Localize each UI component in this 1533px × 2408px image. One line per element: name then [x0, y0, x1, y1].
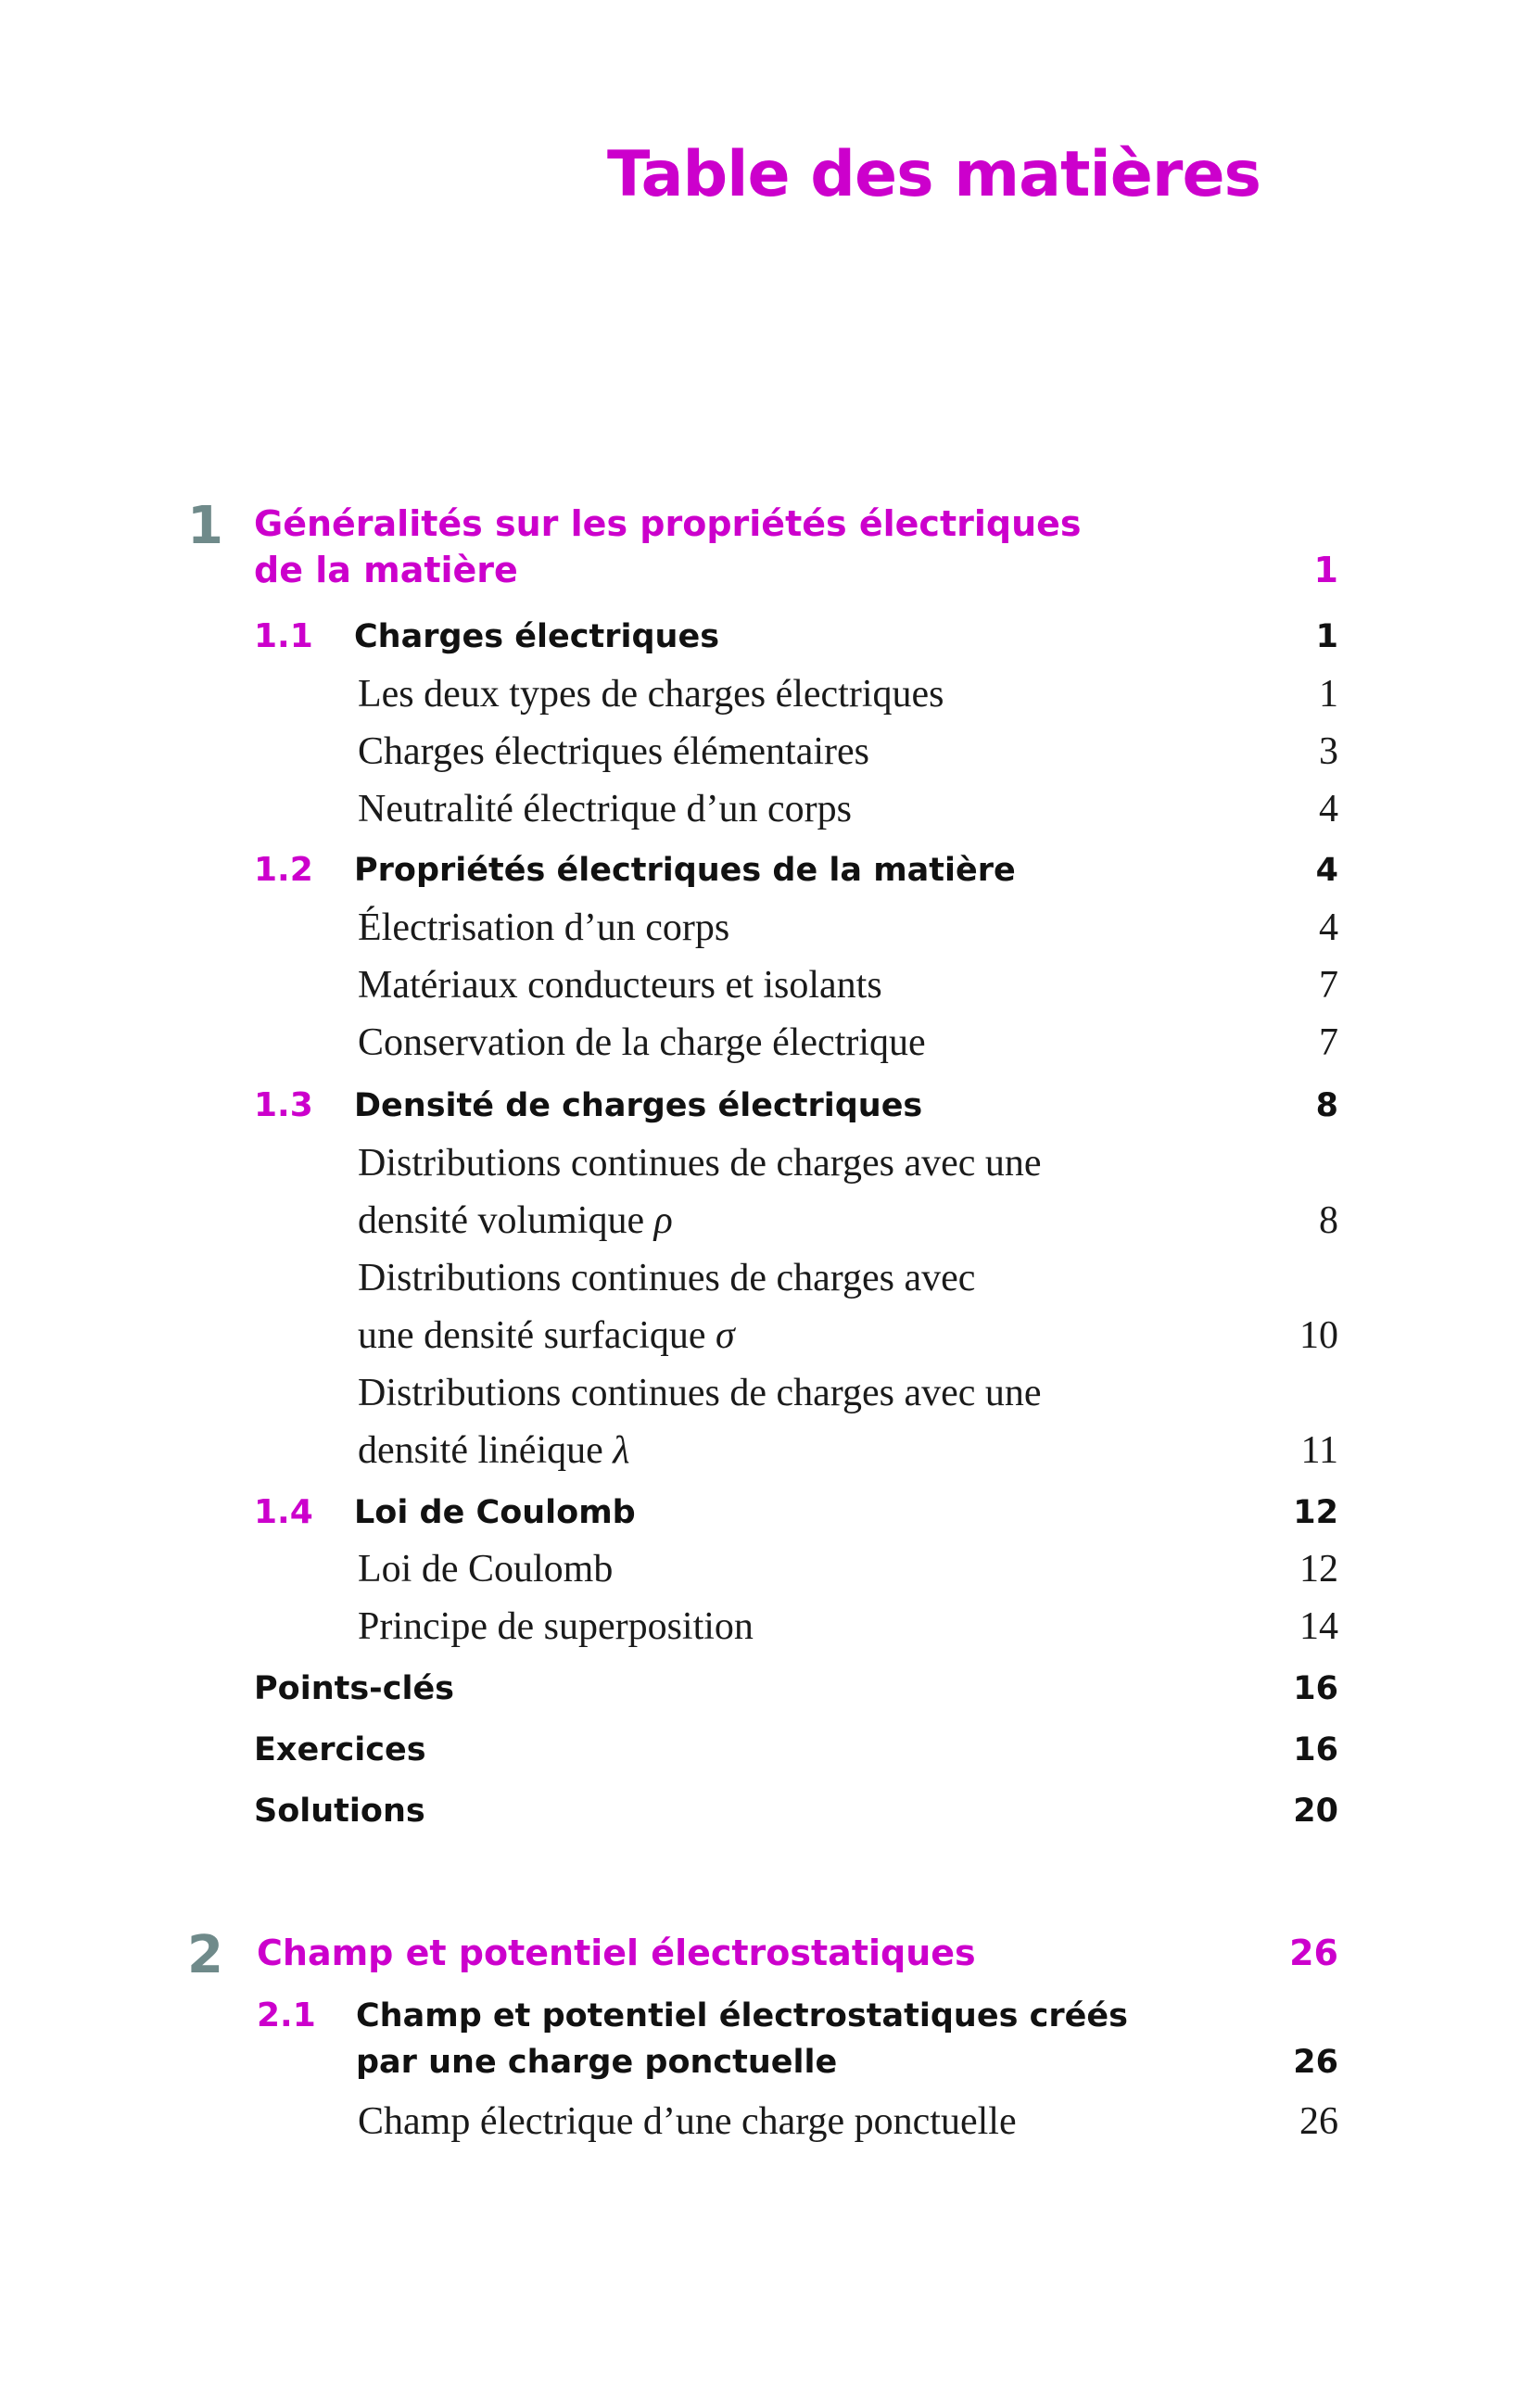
subsection-page-number: 8: [1319, 1199, 1338, 1242]
chapter-number: 2: [187, 1925, 223, 1985]
subsection-title-line-1: Distributions continues de charges avec une: [358, 1372, 1042, 1414]
section-page-number: 12: [1293, 1494, 1338, 1531]
section-page-number: 4: [1315, 852, 1338, 889]
subsection-title: Électrisation d’un corps: [358, 906, 730, 949]
chapter-title-line-1: Généralités sur les propriétés électriques: [254, 503, 1082, 544]
section-number: 1.4: [254, 1493, 313, 1531]
subsection-title: Matériaux conducteurs et isolants: [358, 964, 882, 1007]
entry-title: Exercices: [254, 1731, 426, 1768]
entry-title: Solutions: [254, 1793, 425, 1830]
subsection-title: Neutralité électrique d’un corps: [358, 788, 852, 830]
subsection-text: une densité surfacique: [358, 1314, 716, 1357]
subsection-title-line-1: Distributions continues de charges avec une: [358, 1142, 1042, 1185]
section-title: Loi de Coulomb: [354, 1494, 636, 1531]
entry-title: Points-clés: [254, 1670, 455, 1707]
subsection-page-number: 10: [1299, 1314, 1338, 1357]
subsection-title: Charges électriques élémentaires: [358, 730, 869, 773]
subsection-page-number: 4: [1319, 788, 1338, 830]
chapter-page-number: 1: [1313, 550, 1338, 590]
subsection-title: Les deux types de charges électriques: [358, 673, 944, 716]
subsection-text: densité volumique: [358, 1199, 654, 1242]
subsection-page-number: 12: [1299, 1548, 1338, 1591]
section-page-number: 26: [1293, 2044, 1338, 2081]
section-title: Densité de charges électriques: [354, 1087, 923, 1124]
subsection-page-number: 1: [1319, 673, 1338, 716]
subsection-title-line-1: Distributions continues de charges avec: [358, 1257, 976, 1299]
subsection-page-number: 14: [1299, 1605, 1338, 1648]
subsection-page-number: 3: [1319, 730, 1338, 773]
subsection-title-line-2: [358, 1192, 1192, 1249]
section-number: 2.1: [257, 1996, 316, 2034]
subsection-title: Principe de superposition: [358, 1605, 754, 1648]
subsection-title: Conservation de la charge électrique: [358, 1021, 926, 1064]
chapter-title: Champ et potentiel électrostatiques: [257, 1933, 976, 1973]
subsection-title: Loi de Coulomb: [358, 1548, 614, 1591]
entry-page-number: 16: [1293, 1670, 1338, 1707]
subsection-page-number: 7: [1319, 1021, 1338, 1064]
section-page-number: 1: [1315, 618, 1338, 655]
entry-page-number: 20: [1293, 1793, 1338, 1830]
entry-page-number: 16: [1293, 1731, 1338, 1768]
section-page-number: 8: [1315, 1087, 1338, 1124]
rho-symbol: ρ: [653, 1199, 673, 1242]
section-title-line-1: Champ et potentiel électrostatiques créés: [356, 1997, 1128, 2034]
subsection-text: densité linéique: [358, 1429, 614, 1472]
section-number: 1.1: [254, 617, 313, 655]
subsection-title: Champ électrique d’une charge ponctuelle: [358, 2100, 1017, 2143]
page-title: Table des matières: [607, 138, 1261, 211]
section-title: Charges électriques: [354, 618, 720, 655]
section-title: Propriétés électriques de la matière: [354, 852, 1016, 889]
subsection-title-line-2: [358, 1307, 1192, 1364]
section-number: 1.3: [254, 1086, 313, 1124]
section-number: 1.2: [254, 851, 313, 889]
lambda-symbol: λ: [613, 1429, 630, 1472]
section-title-line-2: par une charge ponctuelle: [356, 2044, 838, 2081]
subsection-page-number: 4: [1319, 906, 1338, 949]
subsection-page-number: 7: [1319, 964, 1338, 1007]
chapter-page-number: 26: [1289, 1933, 1338, 1973]
subsection-title-line-2: [358, 1422, 1192, 1479]
subsection-page-number: 11: [1300, 1429, 1338, 1472]
subsection-page-number: 26: [1299, 2100, 1338, 2143]
chapter-title-line-2: de la matière: [254, 550, 518, 590]
chapter-number: 1: [187, 496, 223, 556]
sigma-symbol: σ: [716, 1314, 735, 1357]
